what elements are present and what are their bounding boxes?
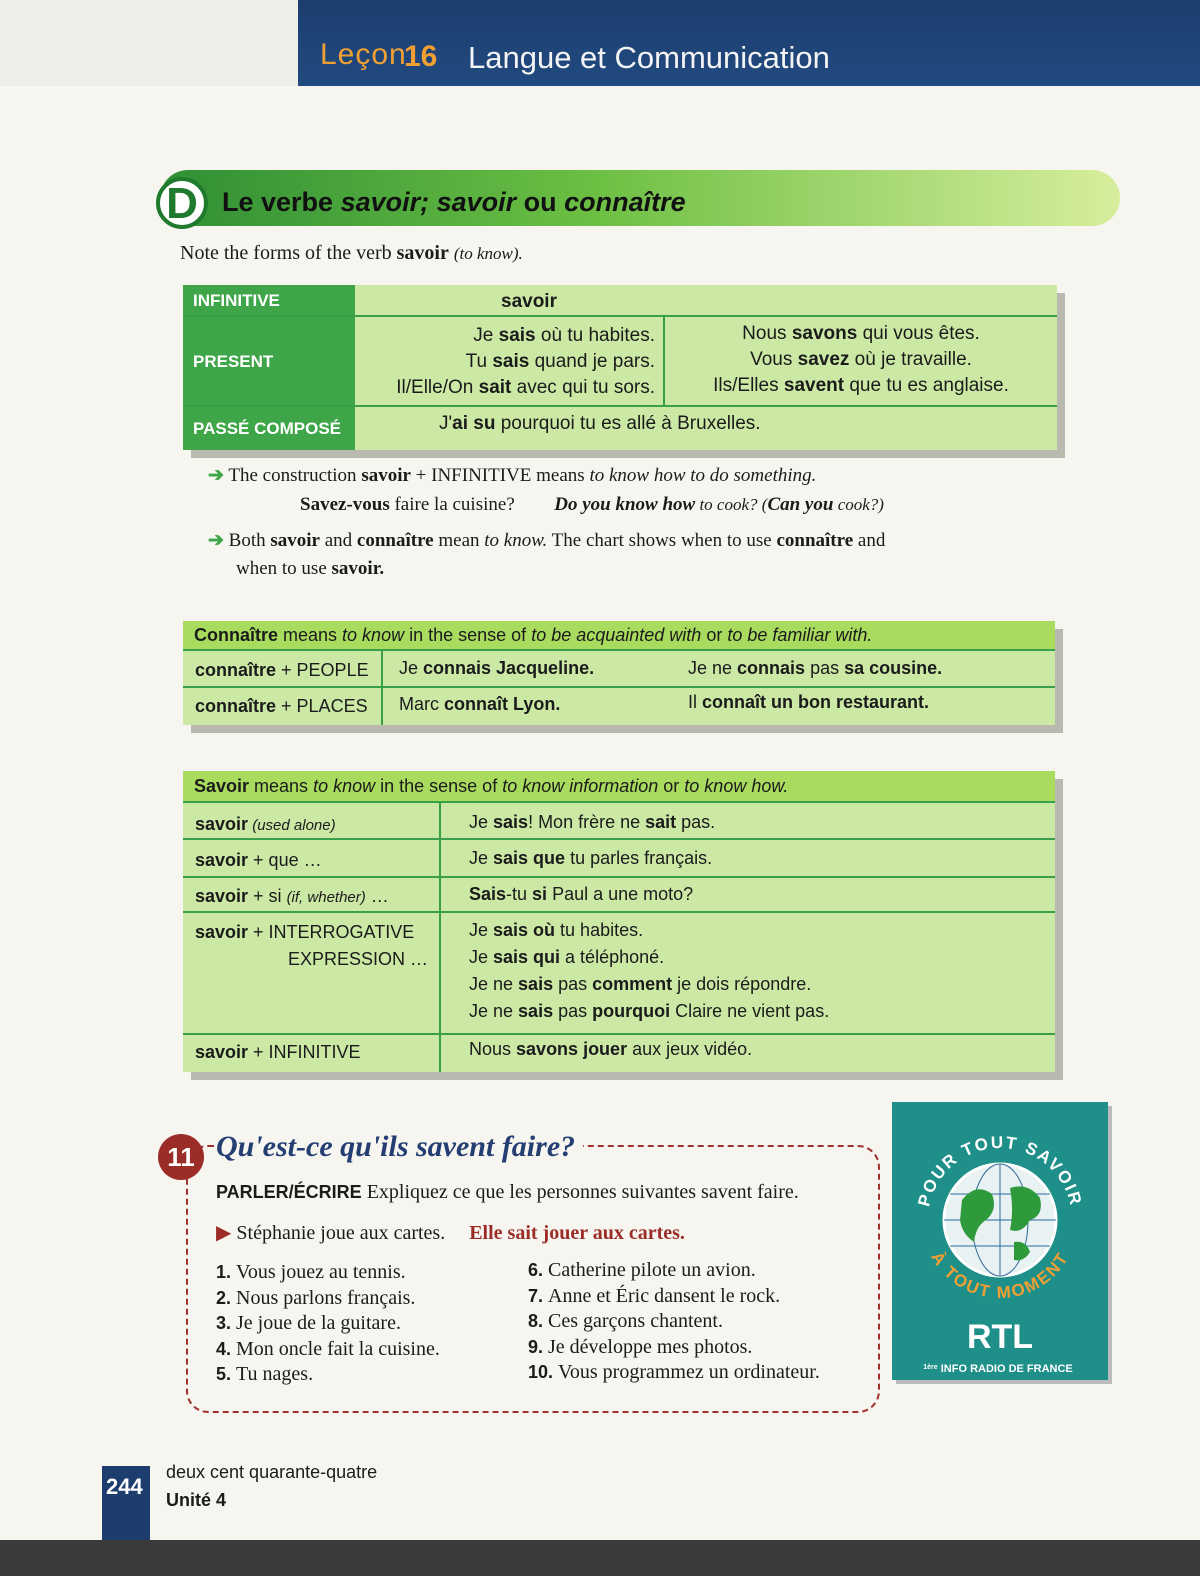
connaitre-places-example-2: Il connaît un bon restaurant. (688, 692, 930, 712)
connaitre-people-example-1: Je connais Jacqueline. (399, 658, 595, 678)
savoir-infinitive-label: savoir + INFINITIVE (195, 1042, 361, 1062)
rtl-logo-graphic (892, 1102, 1108, 1380)
lesson-header (298, 0, 1200, 86)
rtl-brand-text: RTL (966, 1318, 1034, 1356)
note-example: Savez-vous faire la cuisine? Do you know how to cook? (Can you cook?) (300, 494, 884, 515)
savoir-que-example: Je sais que tu parles français. (469, 848, 713, 868)
exercise-title: Qu'est-ce qu'ils savent faire? (216, 1130, 583, 1164)
savoir-table-header: Savoir means to know in the sense of to know information or to know how. (183, 771, 1055, 801)
rtl-logo (892, 1102, 1108, 1380)
exercise-item: 4. Mon oncle fait la cuisine. (216, 1337, 440, 1360)
exercise-item: 8. Ces garçons chantent. (528, 1310, 723, 1332)
page-bottom-edge (0, 1540, 1200, 1576)
connaitre-people-label: connaître + PEOPLE (195, 660, 369, 680)
present-form: Ils/Elles savent que tu es anglaise. (713, 375, 1009, 396)
rtl-top-text: POUR TOUT SAVOIR (914, 1132, 1086, 1209)
connaitre-table (183, 621, 1055, 725)
savoir-alone-example: Je sais! Mon frère ne sait pas. (469, 812, 716, 832)
present-form: Vous savez où je travaille. (750, 349, 972, 370)
note-savoir-infinitive: ➔ The construction savoir + INFINITIVE means to know how to do something. (208, 465, 817, 486)
exercise-item: 3. Je joue de la guitare. (216, 1312, 401, 1334)
present-form: Je sais où tu habites. (473, 325, 655, 346)
connaitre-places-example-1: Marc connaît Lyon. (399, 694, 561, 714)
rtl-tagline-text: $^{1ère}$ INFO RADIO DE FRANCE (923, 1363, 1073, 1375)
exercise-items-left (216, 1260, 440, 1388)
savoir-que-label: savoir + que … (195, 850, 322, 870)
passe-compose-example: J'ai su pourquoi tu es allé à Bruxelles. (439, 413, 761, 434)
page-top-margin (0, 0, 298, 86)
lesson-number: 16 (404, 40, 438, 73)
connaitre-people-example-2: Je ne connais pas sa cousine. (688, 658, 943, 678)
savoir-table (183, 771, 1055, 1072)
exercise-item: 7. Anne et Éric dansent le rock. (528, 1284, 781, 1307)
savoir-interrogative-label: savoir + INTERROGATIVE (195, 922, 415, 942)
section-d-badge: D (156, 177, 208, 229)
exercise-item: 6. Catherine pilote un avion. (528, 1259, 756, 1281)
savoir-si-example: Sais-tu si Paul a une moto? (469, 884, 694, 904)
savoir-interrogative-label-2: EXPRESSION … (288, 949, 429, 969)
savoir-interrogative-example-1: Je sais où tu habites. (469, 920, 644, 940)
savoir-si-label: savoir + si (if, whether) … (195, 886, 389, 906)
exercise-item: 1. Vous jouez au tennis. (216, 1261, 406, 1283)
note-savoir-connaitre: ➔ Both savoir and connaître mean to know. The chart shows when to use connaître and when to use savoir. (208, 530, 886, 579)
lesson-title: Langue et Communication (468, 40, 830, 75)
present-form: Tu sais quand je pars. (465, 351, 655, 372)
rtl-bottom-text: À TOUT MOMENT (927, 1248, 1073, 1303)
arrow-icon: ➔ (208, 465, 224, 486)
infinitive-value: savoir (501, 291, 557, 312)
label-passe-compose: PASSÉ COMPOSÉ (183, 407, 355, 450)
present-singular-forms (396, 323, 655, 401)
exercise-number-badge: 11 (158, 1134, 204, 1180)
unit-label: Unité 4 (166, 1490, 227, 1510)
section-d-intro: Note the forms of the verb savoir (to know). (180, 242, 523, 264)
savoir-interrogative-example-2: Je sais qui a téléphoné. (469, 947, 665, 967)
lesson-label: Leçon (320, 38, 407, 71)
exercise-item: 9. Je développe mes photos. (528, 1335, 753, 1358)
savoir-alone-label: savoir (used alone) (195, 814, 336, 834)
play-triangle-icon: ▶ (216, 1222, 232, 1244)
page-number: 244 (106, 1474, 143, 1499)
arrow-icon: ➔ (208, 530, 224, 551)
present-plural-forms (665, 321, 1057, 399)
conjugation-table (183, 285, 1057, 450)
savoir-infinitive-example: Nous savons jouer aux jeux vidéo. (469, 1039, 753, 1059)
connaitre-table-header: Connaître means to know in the sense of to be acquainted with or to be familiar with. (183, 621, 1055, 649)
label-infinitive: INFINITIVE (183, 285, 355, 317)
exercise-items-right (528, 1258, 820, 1386)
exercise-item: 10. Vous programmez un ordinateur. (528, 1361, 820, 1383)
label-present: PRESENT (183, 317, 355, 406)
section-d-title: Le verbe savoir; savoir ou connaître (222, 187, 686, 217)
exercise-model: ▶ Stéphanie joue aux cartes. Elle sait jouer aux cartes. (216, 1222, 685, 1244)
connaitre-places-label: connaître + PLACES (195, 696, 368, 716)
page-number-words: deux cent quarante-quatre (166, 1462, 378, 1482)
exercise-instruction: PARLER/ÉCRIRE Expliquez ce que les personnes suivantes savent faire. (216, 1181, 799, 1203)
savoir-interrogative-example-3: Je ne sais pas comment je dois répondre. (469, 974, 812, 994)
present-form: Nous savons qui vous êtes. (742, 323, 980, 344)
present-form: Il/Elle/On sait avec qui tu sors. (396, 377, 655, 398)
exercise-item: 5. Tu nages. (216, 1363, 314, 1385)
savoir-interrogative-example-4: Je ne sais pas pourquoi Claire ne vient pas. (469, 1001, 830, 1021)
exercise-item: 2. Nous parlons français. (216, 1286, 416, 1309)
